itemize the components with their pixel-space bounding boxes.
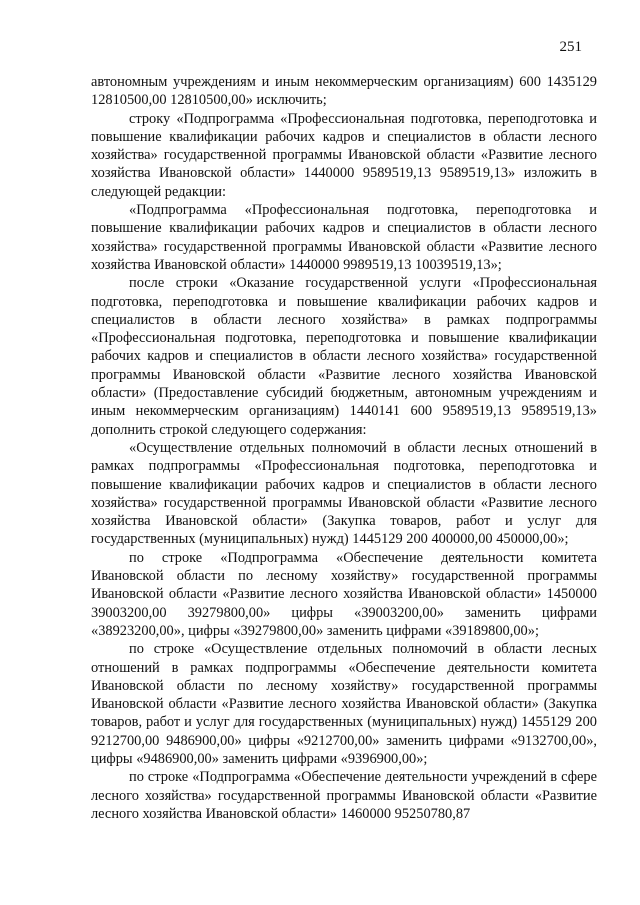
- paragraph: по строке «Подпрограмма «Обеспечение деятельности учреждений в сфере лесного хозяйства» государственной программы Ивановской области «Развитие лесного хозяйства Ивановской области» 1460000 95250780,87: [91, 769, 597, 822]
- page-number: 251: [559, 39, 582, 55]
- paragraph: автономным учреждениям и иным некоммерческим организациям) 600 1435129 12810500,00 12810500,00» исключить;: [91, 74, 597, 109]
- paragraph: после строки «Оказание государственной услуги «Профессиональная подготовка, переподготовка и повышение квалификации рабочих кадров и специалистов в области лесного хозяйства» в рамках подпрограммы «Профессиональная подготовка, переподготовка и повышение квалификации рабочих кадров и специалистов в области лесного хозяйства» государственной программы Ивановской области «Развитие лесного хозяйства Ивановской области» (Предоставление субсидий бюджетным, автономным учреждениям и иным некоммерческим организациям) 1440141 600 9589519,13 9589519,13» дополнить строкой следующего содержания:: [91, 275, 597, 438]
- paragraph: «Осуществление отдельных полномочий в области лесных отношений в рамках подпрограммы «Профессиональная подготовка, переподготовка и повышение квалификации рабочих кадров и специалистов в области лесного хозяйства» государственной программы Ивановской области «Развитие лесного хозяйства Ивановской области» (Закупка товаров, работ и услуг для государственных (муниципальных) нужд) 1445129 200 400000,00 450000,00»;: [91, 439, 597, 548]
- paragraph: строку «Подпрограмма «Профессиональная подготовка, переподготовка и повышение квалификации рабочих кадров и специалистов в области лесного хозяйства» государственной программы Ивановской области «Развитие лесного хозяйства Ивановской области» 1440000 9589519,13 9589519,13» изложить в следующей редакции:: [91, 110, 597, 200]
- paragraph: «Подпрограмма «Профессиональная подготовка, переподготовка и повышение квалификации рабочих кадров и специалистов в области лесного хозяйства» государственной программы Ивановской области «Развитие лесного хозяйства Ивановской области» 1440000 9989519,13 10039519,13»;: [91, 202, 597, 273]
- paragraph: по строке «Осуществление отдельных полномочий в области лесных отношений в рамках подпрограммы «Обеспечение деятельности комитета Ивановской области по лесному хозяйству» государственной программы Ивановской области «Развитие лесного хозяйства Ивановской области» (Закупка товаров, работ и услуг для государственных (муниципальных) нужд) 1455129 200 9212700,00 9486900,00» цифры «9212700,00» заменить цифрами «9132700,00», цифры «9486900,00» заменить цифрами «9396900,00»;: [91, 641, 597, 767]
- paragraph: по строке «Подпрограмма «Обеспечение деятельности комитета Ивановской области по лесному хозяйству» государственной программы Ивановской области «Развитие лесного хозяйства Ивановской области» 1450000 39003200,00 39279800,00» цифры «39003200,00» заменить цифрами «38923200,00», цифры «39279800,00» заменить цифрами «39189800,00»;: [91, 549, 597, 639]
- document-body: [91, 73, 597, 823]
